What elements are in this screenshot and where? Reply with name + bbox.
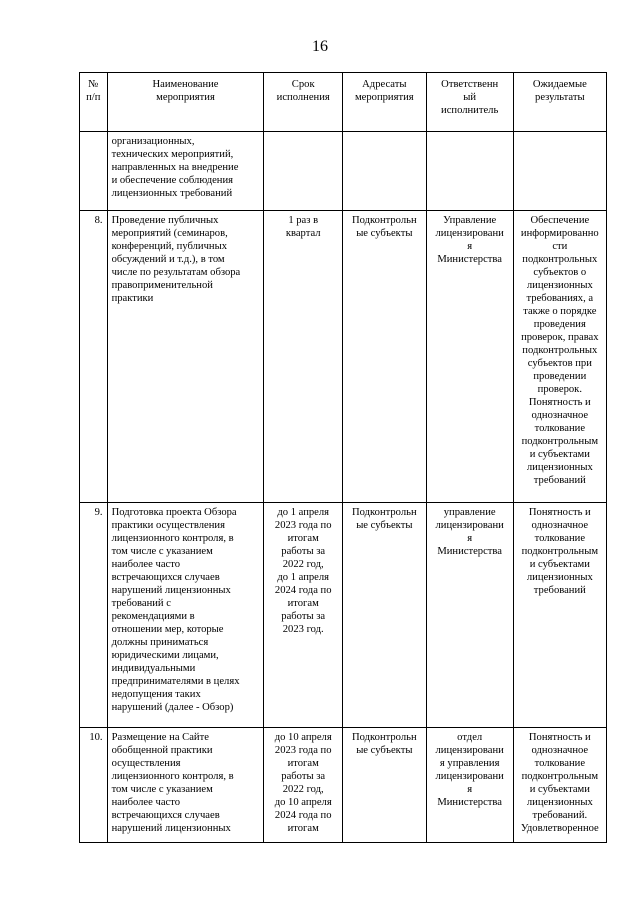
table-row bbox=[80, 132, 607, 211]
header-term: Срок исполнения bbox=[264, 73, 342, 132]
cell-results: Понятность и однозначное толкование подконтрольным и субъектами лицензионных требований. Удовлетворенное bbox=[513, 728, 606, 843]
cell-name: Проведение публичных мероприятий (семинаров, конференций, публичных обсуждений и т.д.), в том числе по результатам обзора правоприменительной практики bbox=[107, 211, 264, 503]
cell-term: до 1 апреля 2023 года по итогам работы за 2022 год, до 1 апреля 2024 года по итогам работы за 2023 год. bbox=[264, 503, 342, 728]
table-row bbox=[80, 503, 607, 728]
cell-results bbox=[513, 132, 606, 211]
cell-addressees: Подконтрольн ые субъекты bbox=[342, 503, 426, 728]
cell-name: организационных, технических мероприятий, направленных на внедрение и обеспечение соблюдения лицензионных требований bbox=[107, 132, 264, 211]
cell-addressees bbox=[342, 132, 426, 211]
cell-num bbox=[80, 132, 108, 211]
cell-num: 8. bbox=[80, 211, 108, 503]
table-row bbox=[80, 728, 607, 843]
cell-responsible: Управление лицензировани я Министерства bbox=[426, 211, 513, 503]
cell-num: 9. bbox=[80, 503, 108, 728]
page-number: 16 bbox=[312, 38, 328, 55]
cell-responsible: управление лицензировани я Министерства bbox=[426, 503, 513, 728]
cell-term: 1 раз в квартал bbox=[264, 211, 342, 503]
cell-responsible bbox=[426, 132, 513, 211]
cell-term: до 10 апреля 2023 года по итогам работы за 2022 год, до 10 апреля 2024 года по итогам bbox=[264, 728, 342, 843]
cell-responsible: отдел лицензировани я управления лицензировани я Министерства bbox=[426, 728, 513, 843]
cell-term bbox=[264, 132, 342, 211]
cell-results: Обеспечение информированно сти подконтрольных субъектов о лицензионных требованиях, а также о порядке проведения проверок, правах подконтрольных субъектов при проведении проверок. Понятность и однозначное толкование подконтрольным и субъектами лицензионных требований bbox=[513, 211, 606, 503]
header-addressees: Адресаты мероприятия bbox=[342, 73, 426, 132]
cell-addressees: Подконтрольн ые субъекты bbox=[342, 728, 426, 843]
cell-addressees: Подконтрольн ые субъекты bbox=[342, 211, 426, 503]
header-num: № п/п bbox=[80, 73, 108, 132]
header-name: Наименование мероприятия bbox=[107, 73, 264, 132]
table-row bbox=[80, 211, 607, 503]
cell-name: Подготовка проекта Обзора практики осуществления лицензионного контроля, в том числе с указанием наиболее часто встречающихся случаев нарушений лицензионных требований с рекомендациями в отношении мер, которые должны приниматься юридическими лицами, индивидуальными предпринимателями в целях недопущения таких нарушений (далее - Обзор) bbox=[107, 503, 264, 728]
table-header-row bbox=[80, 73, 607, 132]
header-responsible: Ответственн ый исполнитель bbox=[426, 73, 513, 132]
header-results: Ожидаемые результаты bbox=[513, 73, 606, 132]
cell-num: 10. bbox=[80, 728, 108, 843]
cell-results: Понятность и однозначное толкование подконтрольным и субъектами лицензионных требований bbox=[513, 503, 606, 728]
cell-name: Размещение на Сайте обобщенной практики осуществления лицензионного контроля, в том числе с указанием наиболее часто встречающихся случаев нарушений лицензионных bbox=[107, 728, 264, 843]
measures-table bbox=[79, 72, 607, 843]
